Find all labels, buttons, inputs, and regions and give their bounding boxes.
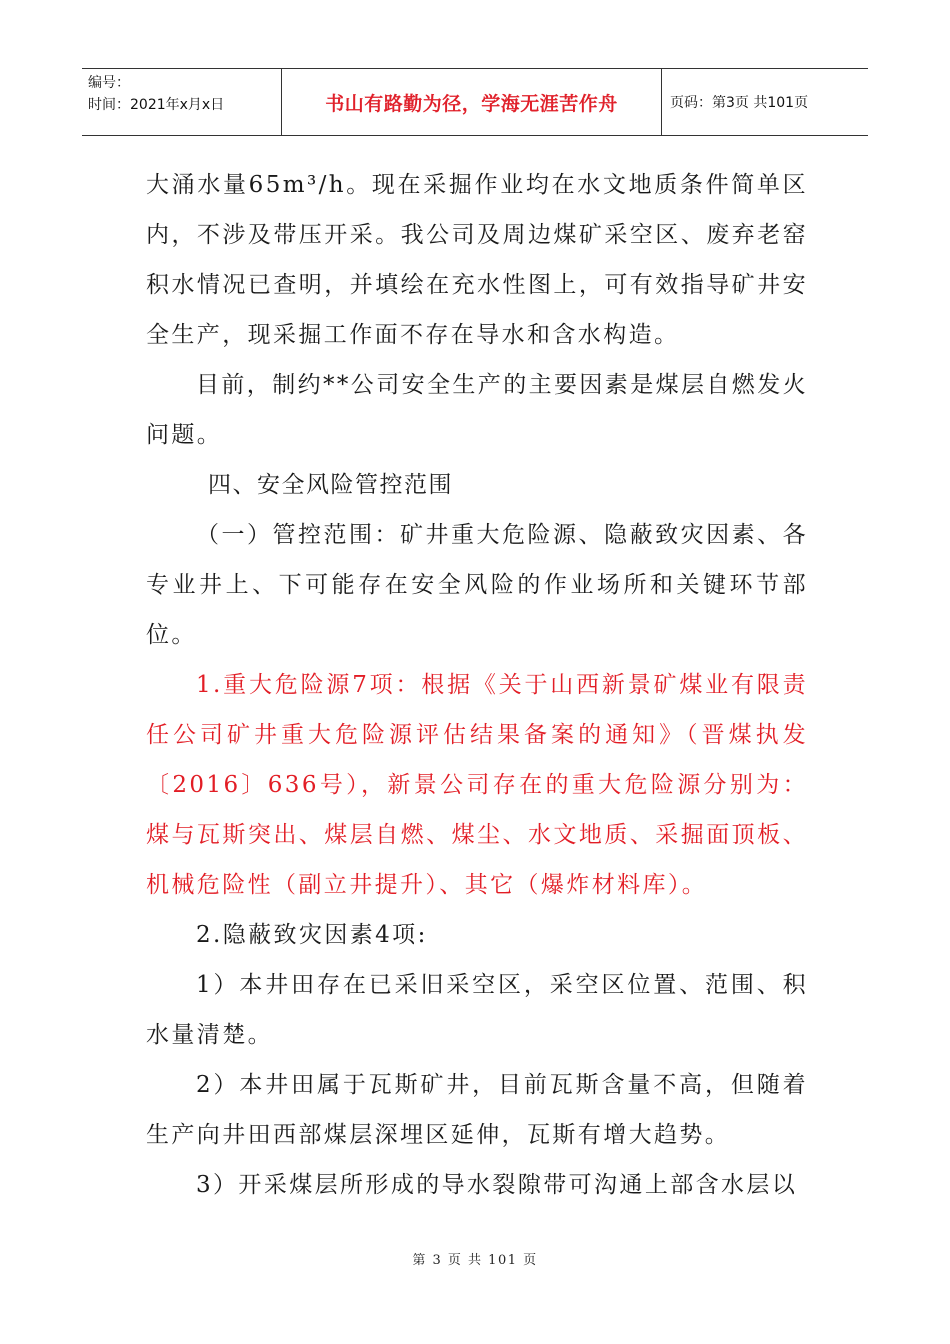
document-date-label: 时间：2021年x月x日 <box>88 97 225 113</box>
document-number-label: 编号： <box>88 75 130 91</box>
paragraph-major-hazards: 1.重大危险源7项：根据《关于山西新景矿煤业有限责任公司矿井重大危险源评估结果备案的通知》（晋煤执发〔2016〕636号），新景公司存在的重大危险源分别为：煤与瓦斯突出、煤层自燃、煤尘、水文地质、采掘面顶板、机械危险性（副立井提升）、其它（爆炸材料库）。 <box>146 672 808 898</box>
paragraph-control-scope: （一）管控范围：矿井重大危险源、隐蔽致灾因素、各专业井上、下可能存在安全风险的作业场所和关键环节部位。 <box>146 522 808 648</box>
header-meta <box>82 69 282 135</box>
list-item-water-fracture: 3）开采煤层所形成的导水裂隙带可沟通上部含水层以 <box>196 1172 798 1198</box>
list-item-goaf: 1）本井田存在已采旧采空区，采空区位置、范围、积水量清楚。 <box>146 972 808 1048</box>
page-header <box>82 68 868 136</box>
section-heading-risk-scope: 四、安全风险管控范围 <box>208 472 453 498</box>
page-footer: 第 3 页 共 101 页 <box>412 1253 538 1268</box>
paragraph-hidden-factors-title: 2.隐蔽致灾因素4项: <box>196 922 428 948</box>
header-page-info: 页码：第3页 共101页 <box>670 95 809 111</box>
document-body <box>146 160 808 1210</box>
paragraph-water-conditions: 大涌水量65m³/h。现在采掘作业均在水文地质条件简单区内，不涉及带压开采。我公司及周边煤矿采空区、废弃老窑积水情况已查明，并填绘在充水性图上，可有效指导矿井安全生产，现采掘工作面不存在导水和含水构造。 <box>146 172 808 348</box>
paragraph-main-factor: 目前，制约**公司安全生产的主要因素是煤层自燃发火问题。 <box>146 372 808 448</box>
list-item-gas: 2）本井田属于瓦斯矿井，目前瓦斯含量不高，但随着生产向井田西部煤层深埋区延伸，瓦斯有增大趋势。 <box>146 1072 808 1148</box>
header-motto: 书山有路勤为径，学海无涯苦作舟 <box>282 69 662 135</box>
